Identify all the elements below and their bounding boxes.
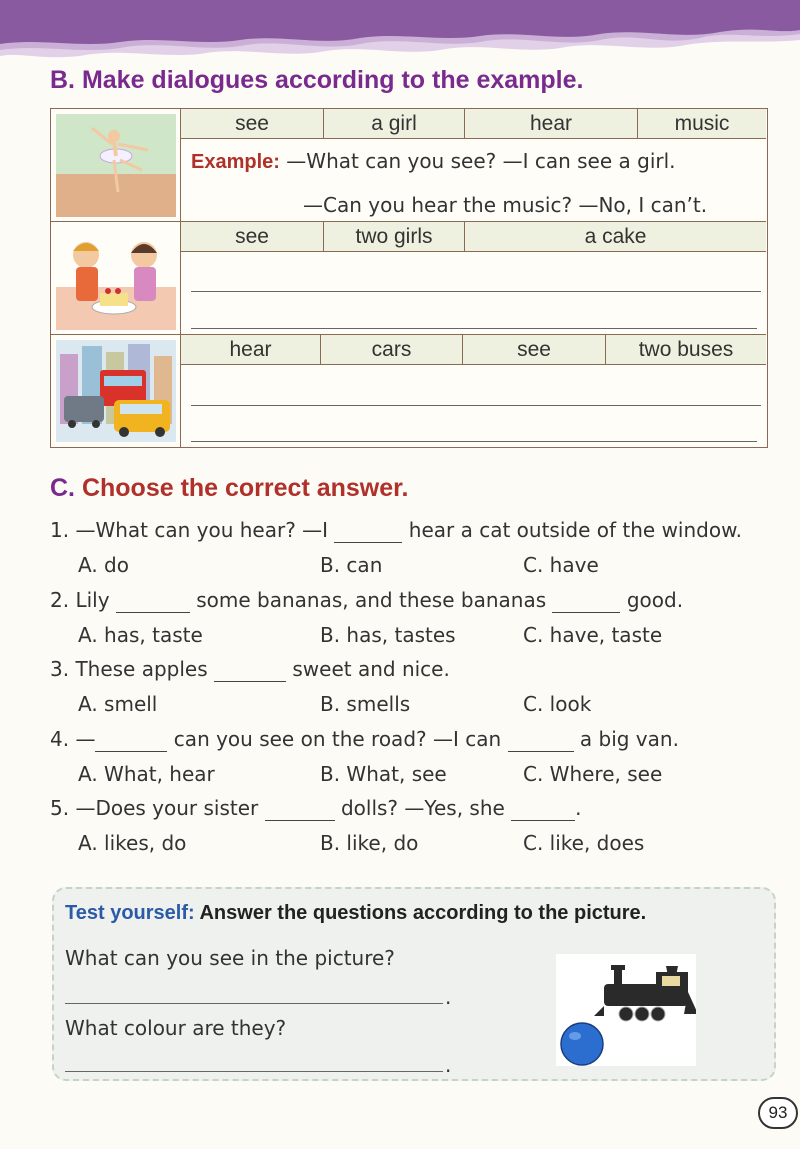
test-question-1: What can you see in the picture? (65, 946, 395, 970)
word-cell: a girl (324, 109, 465, 139)
option-b[interactable]: B. like, do (320, 831, 419, 855)
question-text: a big van. (573, 727, 679, 751)
ball-icon (561, 1023, 603, 1065)
option-c[interactable]: C. have, taste (523, 623, 663, 647)
example-line-1 (191, 149, 676, 174)
question-text: 1. —What can you hear? —I (50, 518, 335, 542)
line-period: . (445, 985, 452, 1009)
test-yourself-box (52, 887, 776, 1081)
word-cells (181, 109, 766, 139)
option-b[interactable]: B. smells (320, 692, 411, 716)
word-cell: hear (181, 335, 321, 365)
girls-eating-cake-icon (56, 227, 176, 330)
section-c-title: Choose the correct answer. (75, 474, 409, 502)
word-cell: hear (465, 109, 638, 139)
city-traffic-icon (56, 340, 176, 442)
question-text: sweet and nice. (286, 657, 450, 681)
option-a[interactable]: A. smell (78, 692, 158, 716)
question-text: . (575, 796, 582, 820)
question-text: can you see on the road? —I can (167, 727, 508, 751)
test-picture (556, 954, 696, 1066)
question-text: some bananas, and these bananas (189, 588, 553, 612)
option-c[interactable]: C. look (523, 692, 592, 716)
answer-line[interactable] (191, 328, 757, 329)
section-c-letter: C. (50, 474, 75, 502)
train-icon (594, 965, 696, 1021)
option-a[interactable]: A. do (78, 553, 129, 577)
example-label: Example: (191, 151, 280, 173)
girls-cake-picture (51, 222, 181, 334)
answer-blank[interactable] (214, 661, 286, 682)
answer-blank[interactable] (95, 731, 167, 752)
question-text: hear a cat outside of the window. (402, 518, 742, 542)
section-b-heading: B. Make dialogues according to the example. (50, 66, 584, 94)
answer-blank[interactable] (265, 800, 335, 821)
line-period: . (445, 1053, 452, 1077)
test-label: Test yourself: (65, 902, 195, 924)
test-heading (65, 902, 646, 925)
word-cell: music (638, 109, 766, 139)
answer-line[interactable] (65, 1071, 443, 1072)
option-b[interactable]: B. can (320, 553, 383, 577)
word-cell: a cake (465, 222, 766, 252)
dialogue-row (51, 222, 766, 335)
answer-line[interactable] (191, 405, 761, 406)
question-text: 3. These apples (50, 657, 215, 681)
answer-line[interactable] (65, 1003, 443, 1004)
ballerina-icon (56, 114, 176, 217)
question-text: 5. —Does your sister (50, 796, 265, 820)
word-cells (181, 222, 766, 252)
ballerina-picture (51, 109, 181, 221)
answer-line[interactable] (191, 291, 761, 292)
question-5 (50, 796, 582, 821)
word-cell: see (181, 222, 324, 252)
option-c[interactable]: C. like, does (523, 831, 645, 855)
option-a[interactable]: A. has, taste (78, 623, 203, 647)
dialogue-row (51, 109, 766, 222)
question-1 (50, 518, 742, 543)
answer-blank[interactable] (511, 800, 575, 821)
answer-line[interactable] (191, 441, 757, 442)
option-b[interactable]: B. What, see (320, 762, 447, 786)
answer-blank[interactable] (508, 731, 574, 752)
dialogue-table (50, 108, 768, 448)
question-2 (50, 588, 683, 613)
example-dialogue-1: —What can you see? —I can see a girl. (286, 149, 676, 173)
option-b[interactable]: B. has, tastes (320, 623, 456, 647)
word-cells (181, 335, 766, 365)
question-4 (50, 727, 679, 752)
city-traffic-picture (51, 335, 181, 447)
word-cell: two girls (324, 222, 465, 252)
page-number: 93 (758, 1097, 798, 1129)
answer-blank[interactable] (116, 592, 190, 613)
option-c[interactable]: C. have (523, 553, 599, 577)
option-a[interactable]: A. What, hear (78, 762, 215, 786)
answer-blank[interactable] (334, 522, 402, 543)
question-text: dolls? —Yes, she (334, 796, 512, 820)
question-text: good. (620, 588, 684, 612)
question-3 (50, 657, 450, 682)
train-ball-picture (556, 954, 696, 1066)
word-cell: see (463, 335, 606, 365)
word-cell: see (181, 109, 324, 139)
dialogue-row (51, 335, 766, 447)
word-cell: cars (321, 335, 463, 365)
section-c-heading (50, 474, 408, 503)
question-text: 4. — (50, 727, 96, 751)
option-c[interactable]: C. Where, see (523, 762, 663, 786)
test-title: Answer the questions according to the picture. (194, 902, 647, 924)
test-question-2: What colour are they? (65, 1016, 287, 1040)
answer-blank[interactable] (552, 592, 620, 613)
top-decorative-band (0, 0, 800, 60)
example-dialogue-2: —Can you hear the music? —No, I can’t. (303, 193, 708, 217)
question-text: 2. Lily (50, 588, 116, 612)
word-cell: two buses (606, 335, 766, 365)
option-a[interactable]: A. likes, do (78, 831, 187, 855)
